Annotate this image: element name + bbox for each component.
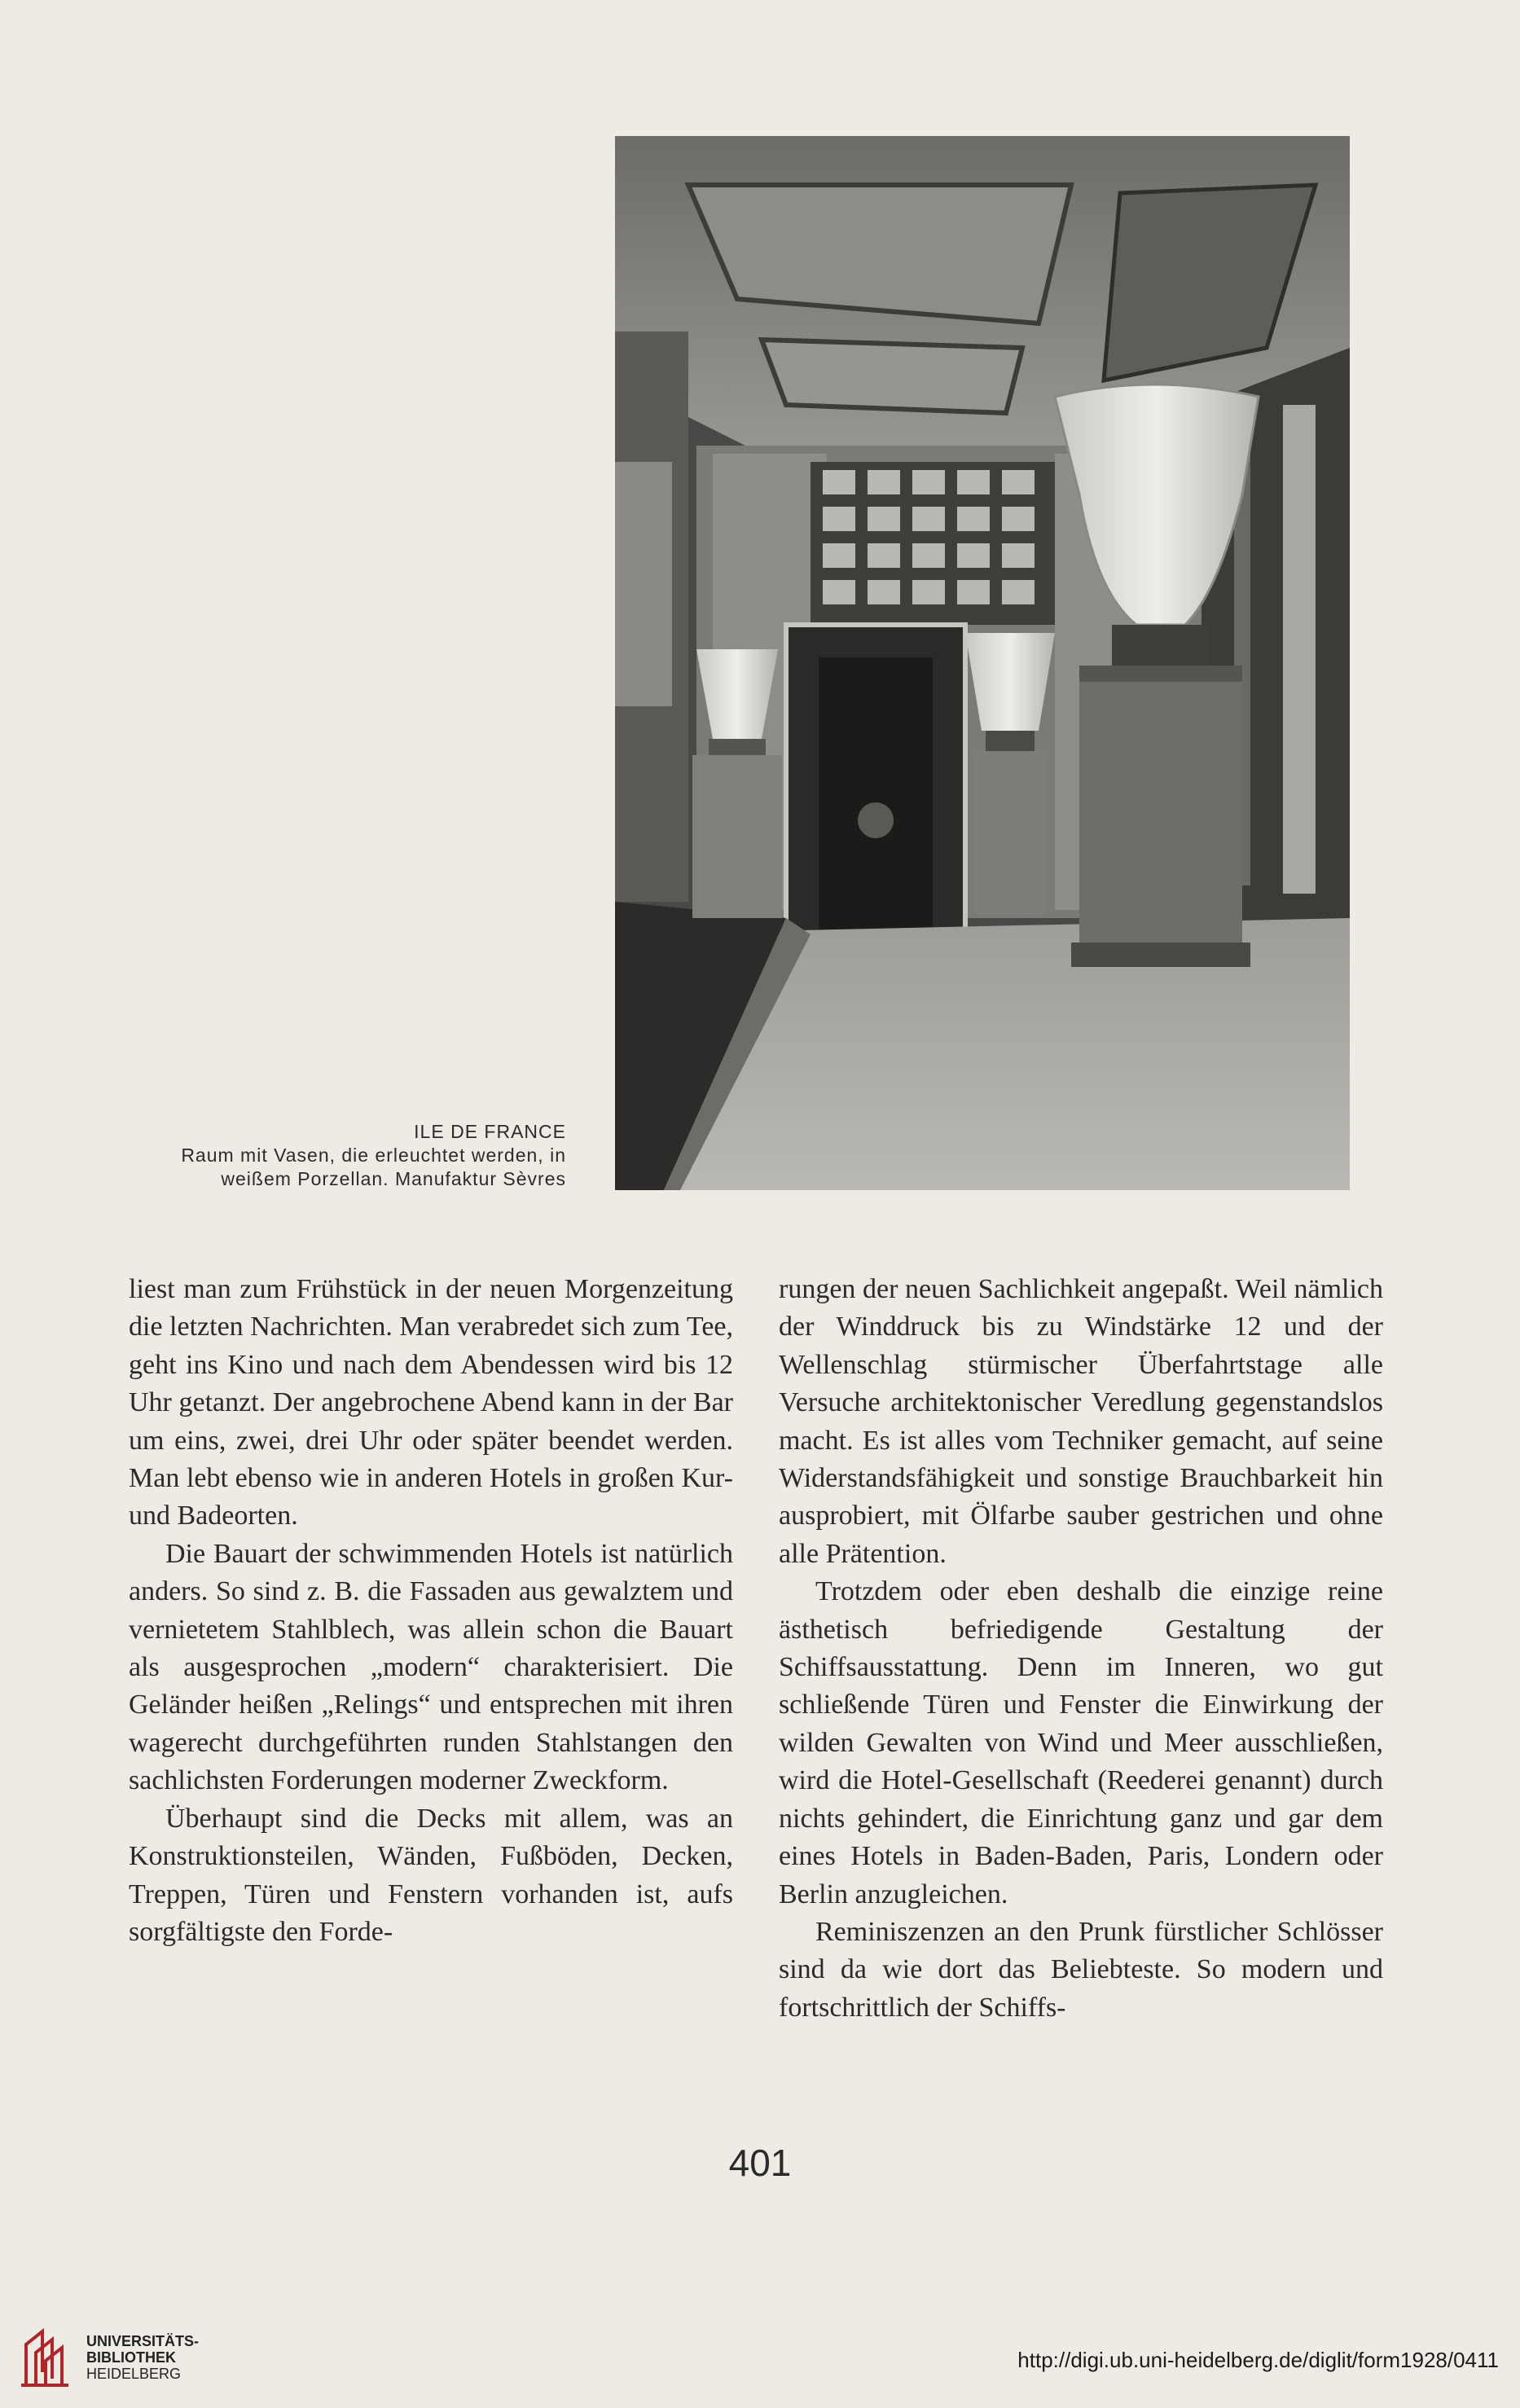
library-name-line-1: UNIVERSITÄTS- — [86, 2333, 200, 2349]
caption-line-1: Raum mit Vasen, die erleuchtet werden, in — [181, 1145, 566, 1166]
library-logo — [18, 2328, 213, 2393]
right-column — [779, 1271, 1383, 2027]
right-paragraph-1: rungen der neuen Sachlichkeit angepaßt. Weil nämlich der Winddruck bis zu Windstärke 12 und der Wellenschlag stürmischer Überfahrtstage alle Versuche architektonischer Veredlung gegenstandslos macht. Es ist alles vom Techniker gemacht, auf seine Widerstandsfähigkeit und sonstige Brauchbarkeit hin ausprobiert, mit Ölfarbe sauber gestrichen und ohne alle Prätention. — [779, 1274, 1383, 1569]
caption-line-2: weißem Porzellan. Manufaktur Sèvres — [221, 1168, 566, 1189]
library-name-line-2: BIBLIOTHEK — [86, 2349, 176, 2366]
left-column — [129, 1271, 733, 1951]
library-name-line-3: HEIDELBERG — [86, 2366, 182, 2382]
page-number: 401 — [728, 2142, 792, 2184]
left-paragraph-2: Die Bauart der schwimmenden Hotels ist natürlich anders. So sind z. B. die Fassaden aus gewalztem und vernietetem Stahlblech, was allein schon die Bauart als ausgesprochen „modern“ charakterisiert. Die Geländer heißen „Relings“ und entsprechen mit ihren wagerecht durchgeführten runden Stahlstangen den sachlichsten Forderungen moderner Zweckform. — [129, 1538, 733, 1796]
caption-title: ILE DE FRANCE — [414, 1121, 566, 1142]
photo-caption — [122, 1120, 566, 1191]
interior-photo — [615, 136, 1350, 1190]
right-paragraph-2: Trotzdem oder eben deshalb die einzige reine ästhetisch befriedigende Gestaltung der Schiffsausstattung. Denn im Inneren, wo gut schließende Türen und Fenster die Einwirkung der wilden Gewalten von Wind und Meer ausschließen, wird die Hotel-Gesellschaft (Reederei genannt) durch nichts gehindert, die Einrichtung ganz und gar dem eines Hotels in Baden-Baden, Paris, Londern oder Berlin anzugleichen. — [779, 1576, 1383, 1909]
right-paragraph-3: Reminiszenzen an den Prunk fürstlicher Schlösser sind da wie dort das Beliebteste. So modern und fortschrittlich der Schiffs- — [779, 1916, 1383, 2023]
interior-photo-drawing — [615, 136, 1350, 1190]
left-paragraph-1: liest man zum Frühstück in der neuen Morgenzeitung die letzten Nachrichten. Man verabredet sich zum Tee, geht ins Kino und nach dem Abendessen wird bis 12 Uhr getanzt. Der angebrochene Abend kann in der Bar um eins, zwei, drei Uhr oder später beendet werden. Man lebt ebenso wie in anderen Hotels in großen Kur- und Badeorten. — [129, 1274, 733, 1531]
left-paragraph-3: Überhaupt sind die Decks mit allem, was an Konstruktionsteilen, Wänden, Fußböden, Decken, Treppen, Türen und Fenstern vorhanden ist, aufs sorgfältigste den Forde- — [129, 1803, 733, 1947]
library-logo-icon — [18, 2328, 77, 2388]
source-url-link[interactable]: http://digi.ub.uni-heidelberg.de/diglit/form1928/0411 — [1017, 2348, 1499, 2372]
